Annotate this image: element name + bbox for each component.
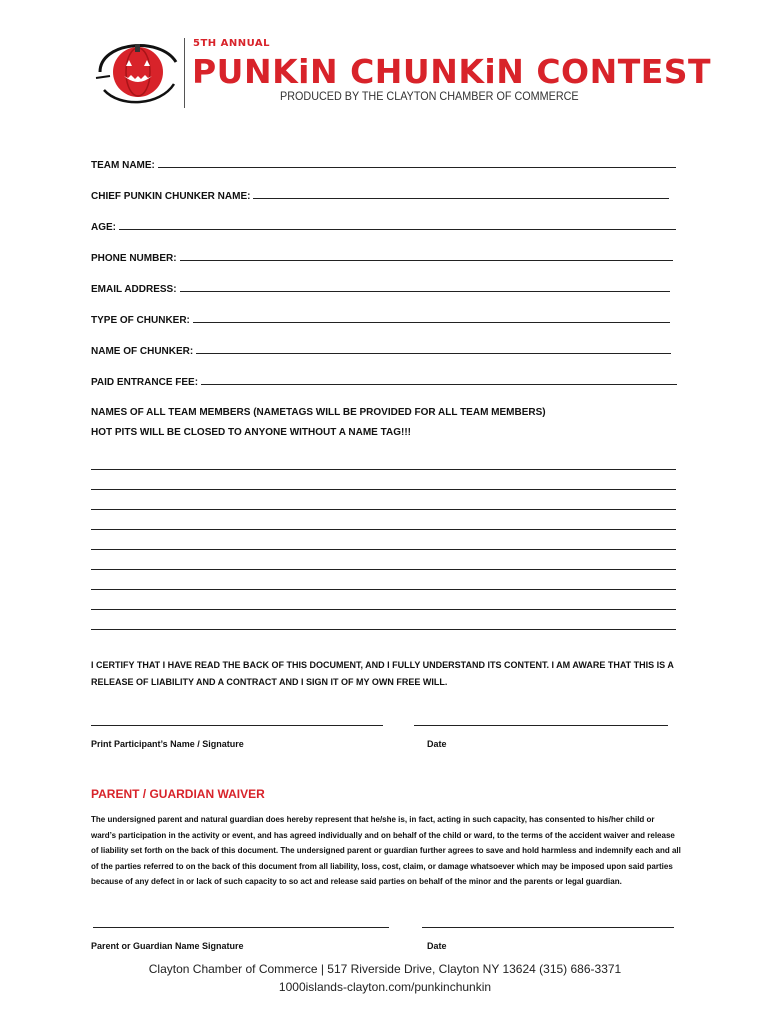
form-field[interactable] — [91, 158, 676, 171]
form-field[interactable] — [91, 251, 673, 264]
contest-title: PUNKiN CHUNKiN CONTEST — [192, 52, 712, 91]
team-member-name-line[interactable] — [91, 489, 676, 490]
participant-signature-line[interactable] — [91, 725, 383, 726]
participant-signature-label: Print Participant’s Name / Signature — [91, 739, 244, 749]
waiver-title: PARENT / GUARDIAN WAIVER — [91, 787, 265, 801]
guardian-date-line[interactable] — [422, 927, 674, 928]
team-member-name-line[interactable] — [91, 589, 676, 590]
form-field-input-line[interactable] — [180, 282, 670, 292]
form-field-input-line[interactable] — [193, 313, 670, 323]
form-field-input-line[interactable] — [253, 189, 669, 199]
team-member-name-line[interactable] — [91, 609, 676, 610]
form-field-input-line[interactable] — [180, 251, 673, 261]
guardian-date-label: Date — [427, 941, 447, 951]
form-field-label: NAME OF CHUNKER: — [91, 346, 194, 357]
form-field-label: EMAIL ADDRESS: — [91, 284, 177, 295]
participant-date-label: Date — [427, 739, 447, 749]
certification-statement: I CERTIFY THAT I HAVE READ THE BACK OF THIS DOCUMENT, AND I FULLY UNDERSTAND ITS CONTENT. I AM AWARE THAT THIS IS A RELEASE OF LIABILITY AND A CONTRACT AND I SIGN IT OF MY OWN FREE WILL. — [91, 660, 674, 687]
form-field-label: TEAM NAME: — [91, 160, 155, 171]
form-field[interactable] — [91, 282, 670, 295]
form-field[interactable] — [91, 189, 669, 202]
team-member-name-line[interactable] — [91, 529, 676, 530]
team-members-note: NAMES OF ALL TEAM MEMBERS (NAMETAGS WILL BE PROVIDED FOR ALL TEAM MEMBERS) — [91, 407, 546, 418]
header-divider — [184, 38, 185, 108]
form-field-label: PAID ENTRANCE FEE: — [91, 377, 199, 388]
team-member-name-line[interactable] — [91, 569, 676, 570]
form-field-input-line[interactable] — [196, 344, 671, 354]
form-field[interactable] — [91, 375, 677, 388]
team-member-name-line[interactable] — [91, 469, 676, 470]
team-member-name-line[interactable] — [91, 549, 676, 550]
team-member-name-line[interactable] — [91, 509, 676, 510]
guardian-signature-label: Parent or Guardian Name Signature — [91, 941, 244, 951]
edition-label: 5TH ANNUAL — [193, 38, 271, 49]
guardian-signature-line[interactable] — [93, 927, 389, 928]
waiver-text: The undersigned parent and natural guardian does hereby represent that he/she is, in fact, acting in such capacity, has consented to his/her child or ward’s participation in the activity or event, and has agreed individually and on behalf of the child or ward, to the terms of the accident waiver and release of liability set forth on the back of this document. The undersigned parent or guardian further agrees to save and hold harmless and indemnify each and all of the parties referred to on the back of this document from all liability, loss, cost, claim, or damage whatsoever which may be imposed upon said parties because of any defect in or lack of such capacity to so act and release said parties on behalf of the minor and the parents or legal guardian. — [91, 815, 681, 886]
pumpkin-logo-icon — [90, 32, 186, 110]
form-field-label: CHIEF PUNKIN CHUNKER NAME: — [91, 191, 251, 202]
form-field-label: PHONE NUMBER: — [91, 253, 177, 264]
form-field-input-line[interactable] — [119, 220, 676, 230]
form-field-input-line[interactable] — [158, 158, 676, 168]
form-field-input-line[interactable] — [201, 375, 677, 385]
form-field[interactable] — [91, 313, 670, 326]
form-field[interactable] — [91, 220, 676, 233]
contest-subtitle: PRODUCED BY THE CLAYTON CHAMBER OF COMMERCE — [280, 89, 579, 103]
form-field-label: AGE: — [91, 222, 116, 233]
participant-date-line[interactable] — [414, 725, 668, 726]
form-field-label: TYPE OF CHUNKER: — [91, 315, 190, 326]
team-member-name-line[interactable] — [91, 629, 676, 630]
footer-address: Clayton Chamber of Commerce | 517 Riverside Drive, Clayton NY 13624 (315) 686-3371 — [148, 962, 622, 976]
form-field[interactable] — [91, 344, 671, 357]
name-tag-warning: HOT PITS WILL BE CLOSED TO ANYONE WITHOUT A NAME TAG!!! — [91, 427, 411, 438]
footer-url[interactable]: 1000islands-clayton.com/punkinchunkin — [278, 980, 492, 994]
